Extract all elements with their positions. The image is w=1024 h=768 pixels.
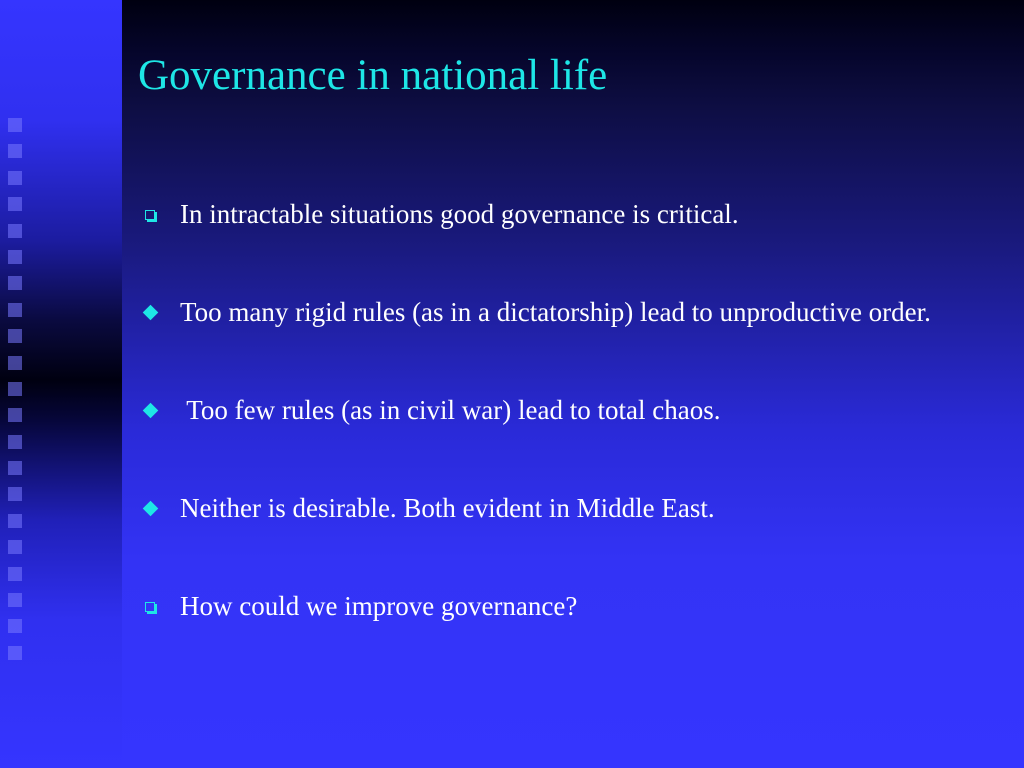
decorative-square bbox=[8, 171, 22, 185]
diamond-bullet-icon bbox=[143, 403, 159, 419]
diamond-bullet-icon bbox=[143, 305, 159, 321]
decorative-square bbox=[8, 514, 22, 528]
decorative-square bbox=[8, 144, 22, 158]
bullet-text: Neither is desirable. Both evident in Middle East. bbox=[180, 493, 715, 523]
decorative-square bbox=[8, 356, 22, 370]
bullet-item bbox=[140, 390, 1000, 430]
bullet-item bbox=[140, 292, 1000, 332]
decorative-square bbox=[8, 619, 22, 633]
decorative-square bbox=[8, 408, 22, 422]
left-decorative-strip bbox=[0, 0, 122, 768]
bullet-text: Too many rigid rules (as in a dictatorship) lead to unproductive order. bbox=[180, 297, 931, 327]
bullet-list bbox=[140, 194, 1000, 626]
decorative-square bbox=[8, 435, 22, 449]
decorative-square bbox=[8, 593, 22, 607]
decorative-squares bbox=[8, 118, 28, 672]
decorative-square bbox=[8, 197, 22, 211]
decorative-square bbox=[8, 250, 22, 264]
bullet-text: In intractable situations good governance is critical. bbox=[180, 199, 739, 229]
decorative-square bbox=[8, 487, 22, 501]
decorative-square bbox=[8, 461, 22, 475]
decorative-square bbox=[8, 276, 22, 290]
bullet-item bbox=[140, 194, 1000, 234]
decorative-square bbox=[8, 118, 22, 132]
decorative-square bbox=[8, 646, 22, 660]
decorative-square bbox=[8, 224, 22, 238]
decorative-square bbox=[8, 382, 22, 396]
square-bullet-icon bbox=[145, 602, 155, 612]
slide-title: Governance in national life bbox=[138, 52, 608, 99]
decorative-square bbox=[8, 540, 22, 554]
bullet-item bbox=[140, 488, 1000, 528]
square-bullet-icon bbox=[145, 210, 155, 220]
decorative-square bbox=[8, 303, 22, 317]
bullet-text: Too few rules (as in civil war) lead to total chaos. bbox=[180, 395, 721, 425]
decorative-square bbox=[8, 567, 22, 581]
diamond-bullet-icon bbox=[143, 501, 159, 517]
bullet-text: How could we improve governance? bbox=[180, 591, 578, 621]
bullet-item bbox=[140, 586, 1000, 626]
decorative-square bbox=[8, 329, 22, 343]
